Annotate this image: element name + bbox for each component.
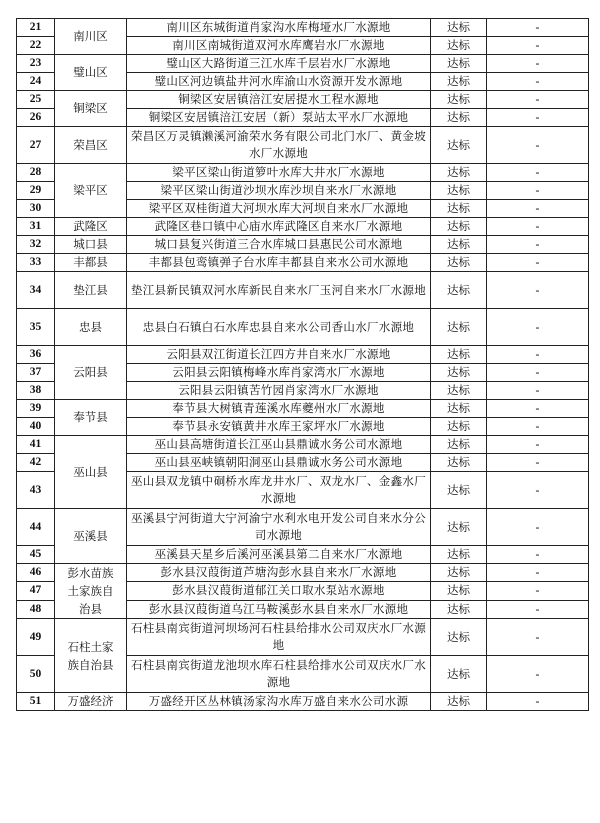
row-number: 27 [17, 127, 55, 164]
row-number: 44 [17, 509, 55, 546]
table-row [17, 346, 589, 364]
compliance-status: 达标 [431, 619, 487, 656]
table-row [17, 164, 589, 182]
district-name: 云阳县 [73, 365, 108, 379]
row-number: 45 [17, 546, 55, 564]
table-row [17, 218, 589, 236]
compliance-status: 达标 [431, 91, 487, 109]
district-cell [55, 91, 127, 127]
water-source-name: 云阳县云阳镇梅峰水库肖家湾水厂水源地 [127, 364, 431, 382]
compliance-status: 达标 [431, 73, 487, 91]
water-source-name: 梁平区双桂街道大河坝水库大河坝自来水厂水源地 [127, 200, 431, 218]
compliance-status: 达标 [431, 693, 487, 711]
district-name: 南川区 [73, 29, 108, 43]
water-source-name: 巫山县高塘街道长江巫山县鼎诚水务公司水源地 [127, 436, 431, 454]
remark: - [487, 236, 589, 254]
compliance-status: 达标 [431, 55, 487, 73]
district-cell [55, 400, 127, 436]
table-row [17, 55, 589, 73]
table-row [17, 127, 589, 164]
row-number: 21 [17, 19, 55, 37]
row-number: 35 [17, 309, 55, 346]
remark: - [487, 564, 589, 582]
row-number: 34 [17, 272, 55, 309]
water-source-name: 梁平区梁山街道沙坝水库沙坝自来水厂水源地 [127, 182, 431, 200]
compliance-status: 达标 [431, 656, 487, 693]
remark: - [487, 693, 589, 711]
remark: - [487, 182, 589, 200]
remark: - [487, 509, 589, 546]
remark: - [487, 200, 589, 218]
row-number: 37 [17, 364, 55, 382]
district-name: 垫江县 [73, 282, 108, 297]
water-source-name: 璧山区大路街道三江水库千层岩水厂水源地 [127, 55, 431, 73]
remark: - [487, 37, 589, 55]
row-number: 38 [17, 382, 55, 400]
district-name: 梁平区 [73, 183, 108, 197]
district-name: 铜梁区 [73, 101, 108, 115]
water-source-name: 云阳县云阳镇苦竹园肖家湾水厂水源地 [127, 382, 431, 400]
table-row [17, 272, 589, 309]
water-source-table [16, 18, 589, 711]
water-source-name: 丰都县包鸾镇弹子台水库丰都县自来水公司水源地 [127, 254, 431, 272]
water-source-name: 彭水县汉葭街道芦塘沟彭水县自来水厂水源地 [127, 564, 431, 582]
district-cell [55, 564, 127, 619]
compliance-status: 达标 [431, 182, 487, 200]
water-source-name: 铜梁区安居镇涪江安居（新）泵站太平水厂水源地 [127, 109, 431, 127]
district-cell [55, 346, 127, 400]
water-source-name: 石柱县南宾街道龙池坝水库石柱县给排水公司双庆水厂水源地 [127, 656, 431, 693]
table-row [17, 236, 589, 254]
row-number: 36 [17, 346, 55, 364]
water-source-name: 忠县白石镇白石水库忠县自来水公司香山水厂水源地 [127, 309, 431, 346]
row-number: 47 [17, 582, 55, 600]
table-row [17, 564, 589, 582]
compliance-status: 达标 [431, 436, 487, 454]
water-source-name: 万盛经开区丛林镇汤家沟水库万盛自来水公司水源 [127, 693, 431, 711]
row-number: 33 [17, 254, 55, 272]
remark: - [487, 656, 589, 693]
row-number: 22 [17, 37, 55, 55]
compliance-status: 达标 [431, 364, 487, 382]
water-source-name: 彭水县汉葭街道郁江关口取水泵站水源地 [127, 582, 431, 600]
district-cell [55, 254, 127, 272]
district-name: 城口县 [73, 237, 108, 251]
remark: - [487, 418, 589, 436]
row-number: 24 [17, 73, 55, 91]
row-number: 25 [17, 91, 55, 109]
row-number: 23 [17, 55, 55, 73]
remark: - [487, 272, 589, 309]
remark: - [487, 582, 589, 600]
remark: - [487, 382, 589, 400]
table-row [17, 436, 589, 454]
compliance-status: 达标 [431, 509, 487, 546]
remark: - [487, 127, 589, 164]
table-row [17, 254, 589, 272]
district-cell [55, 19, 127, 55]
district-name: 万盛经济 [67, 694, 114, 708]
district-cell [55, 55, 127, 91]
water-source-name: 石柱县南宾街道河坝场河石柱县给排水公司双庆水厂水源地 [127, 619, 431, 656]
row-number: 39 [17, 400, 55, 418]
compliance-status: 达标 [431, 564, 487, 582]
table-row [17, 19, 589, 37]
water-source-name: 南川区东城街道肖家沟水库梅垭水厂水源地 [127, 19, 431, 37]
district-cell [55, 619, 127, 693]
water-source-name: 彭水县汉葭街道乌江马鞍溪彭水县自来水厂水源地 [127, 600, 431, 618]
compliance-status: 达标 [431, 218, 487, 236]
water-source-name: 巫山县巫峡镇朝阳洞巫山县鼎诚水务公司水源地 [127, 454, 431, 472]
remark: - [487, 309, 589, 346]
compliance-status: 达标 [431, 582, 487, 600]
water-source-name: 巫溪县宁河街道大宁河渝宁水利水电开发公司自来水分公司水源地 [127, 509, 431, 546]
district-name: 巫山县 [73, 464, 108, 479]
district-cell [55, 436, 127, 509]
water-source-name: 巫山县双龙镇中硐桥水库龙井水厂、双龙水厂、金鑫水厂水源地 [127, 472, 431, 509]
remark: - [487, 364, 589, 382]
water-source-name: 铜梁区安居镇涪江安居提水工程水源地 [127, 91, 431, 109]
row-number: 30 [17, 200, 55, 218]
remark: - [487, 19, 589, 37]
remark: - [487, 346, 589, 364]
district-cell [55, 236, 127, 254]
compliance-status: 达标 [431, 472, 487, 509]
district-cell [55, 272, 127, 309]
district-name: 彭水苗族土家族自治县 [67, 566, 114, 616]
water-source-name: 奉节县大树镇青莲溪水库夔州水厂水源地 [127, 400, 431, 418]
remark: - [487, 472, 589, 509]
compliance-status: 达标 [431, 254, 487, 272]
remark: - [487, 254, 589, 272]
row-number: 48 [17, 600, 55, 618]
compliance-status: 达标 [431, 400, 487, 418]
row-number: 43 [17, 472, 55, 509]
district-name: 武隆区 [73, 219, 108, 233]
remark: - [487, 546, 589, 564]
remark: - [487, 600, 589, 618]
water-source-name: 奉节县永安镇黄井水库王家坪水厂水源地 [127, 418, 431, 436]
water-source-name: 巫溪县天星乡后溪河巫溪县第二自来水厂水源地 [127, 546, 431, 564]
remark: - [487, 218, 589, 236]
row-number: 31 [17, 218, 55, 236]
water-source-name: 城口县复兴街道三合水库城口县惠民公司水源地 [127, 236, 431, 254]
remark: - [487, 400, 589, 418]
row-number: 42 [17, 454, 55, 472]
compliance-status: 达标 [431, 127, 487, 164]
district-name: 荣昌区 [73, 137, 108, 152]
compliance-status: 达标 [431, 382, 487, 400]
row-number: 32 [17, 236, 55, 254]
row-number: 40 [17, 418, 55, 436]
district-name: 忠县 [79, 319, 102, 334]
water-source-name: 云阳县双江街道长江四方井自来水厂水源地 [127, 346, 431, 364]
table-row [17, 693, 589, 711]
district-cell [55, 509, 127, 564]
district-name: 奉节县 [73, 410, 108, 424]
district-name: 巫溪县 [73, 528, 108, 543]
remark: - [487, 91, 589, 109]
compliance-status: 达标 [431, 309, 487, 346]
district-cell [55, 218, 127, 236]
district-cell [55, 164, 127, 218]
compliance-status: 达标 [431, 272, 487, 309]
table-row [17, 91, 589, 109]
compliance-status: 达标 [431, 346, 487, 364]
row-number: 26 [17, 109, 55, 127]
district-name: 璧山区 [73, 65, 108, 79]
compliance-status: 达标 [431, 109, 487, 127]
row-number: 46 [17, 564, 55, 582]
compliance-status: 达标 [431, 37, 487, 55]
table-row [17, 309, 589, 346]
row-number: 50 [17, 656, 55, 693]
water-source-name: 南川区南城街道双河水库鹰岩水厂水源地 [127, 37, 431, 55]
district-name: 石柱土家族自治县 [67, 639, 114, 672]
remark: - [487, 55, 589, 73]
remark: - [487, 109, 589, 127]
table-row [17, 619, 589, 656]
row-number: 29 [17, 182, 55, 200]
remark: - [487, 436, 589, 454]
compliance-status: 达标 [431, 546, 487, 564]
compliance-status: 达标 [431, 19, 487, 37]
compliance-status: 达标 [431, 200, 487, 218]
remark: - [487, 164, 589, 182]
row-number: 28 [17, 164, 55, 182]
table-row [17, 509, 589, 546]
compliance-status: 达标 [431, 236, 487, 254]
water-source-name: 武隆区巷口镇中心庙水库武隆区自来水厂水源地 [127, 218, 431, 236]
district-cell [55, 309, 127, 346]
compliance-status: 达标 [431, 454, 487, 472]
row-number: 41 [17, 436, 55, 454]
table-body [17, 19, 589, 711]
district-cell [55, 127, 127, 164]
row-number: 51 [17, 693, 55, 711]
compliance-status: 达标 [431, 164, 487, 182]
remark: - [487, 73, 589, 91]
table-row [17, 400, 589, 418]
water-source-name: 璧山区河边镇盐井河水库渝山水资源开发水源地 [127, 73, 431, 91]
row-number: 49 [17, 619, 55, 656]
water-source-name: 梁平区梁山街道箩叶水库大井水厂水源地 [127, 164, 431, 182]
water-source-name: 荣昌区万灵镇濑溪河渝荣水务有限公司北门水厂、黄金坡水厂水源地 [127, 127, 431, 164]
remark: - [487, 454, 589, 472]
remark: - [487, 619, 589, 656]
district-name: 丰都县 [73, 255, 108, 269]
water-source-name: 垫江县新民镇双河水库新民自来水厂玉河自来水厂水源地 [127, 272, 431, 309]
district-cell [55, 693, 127, 711]
compliance-status: 达标 [431, 418, 487, 436]
compliance-status: 达标 [431, 600, 487, 618]
